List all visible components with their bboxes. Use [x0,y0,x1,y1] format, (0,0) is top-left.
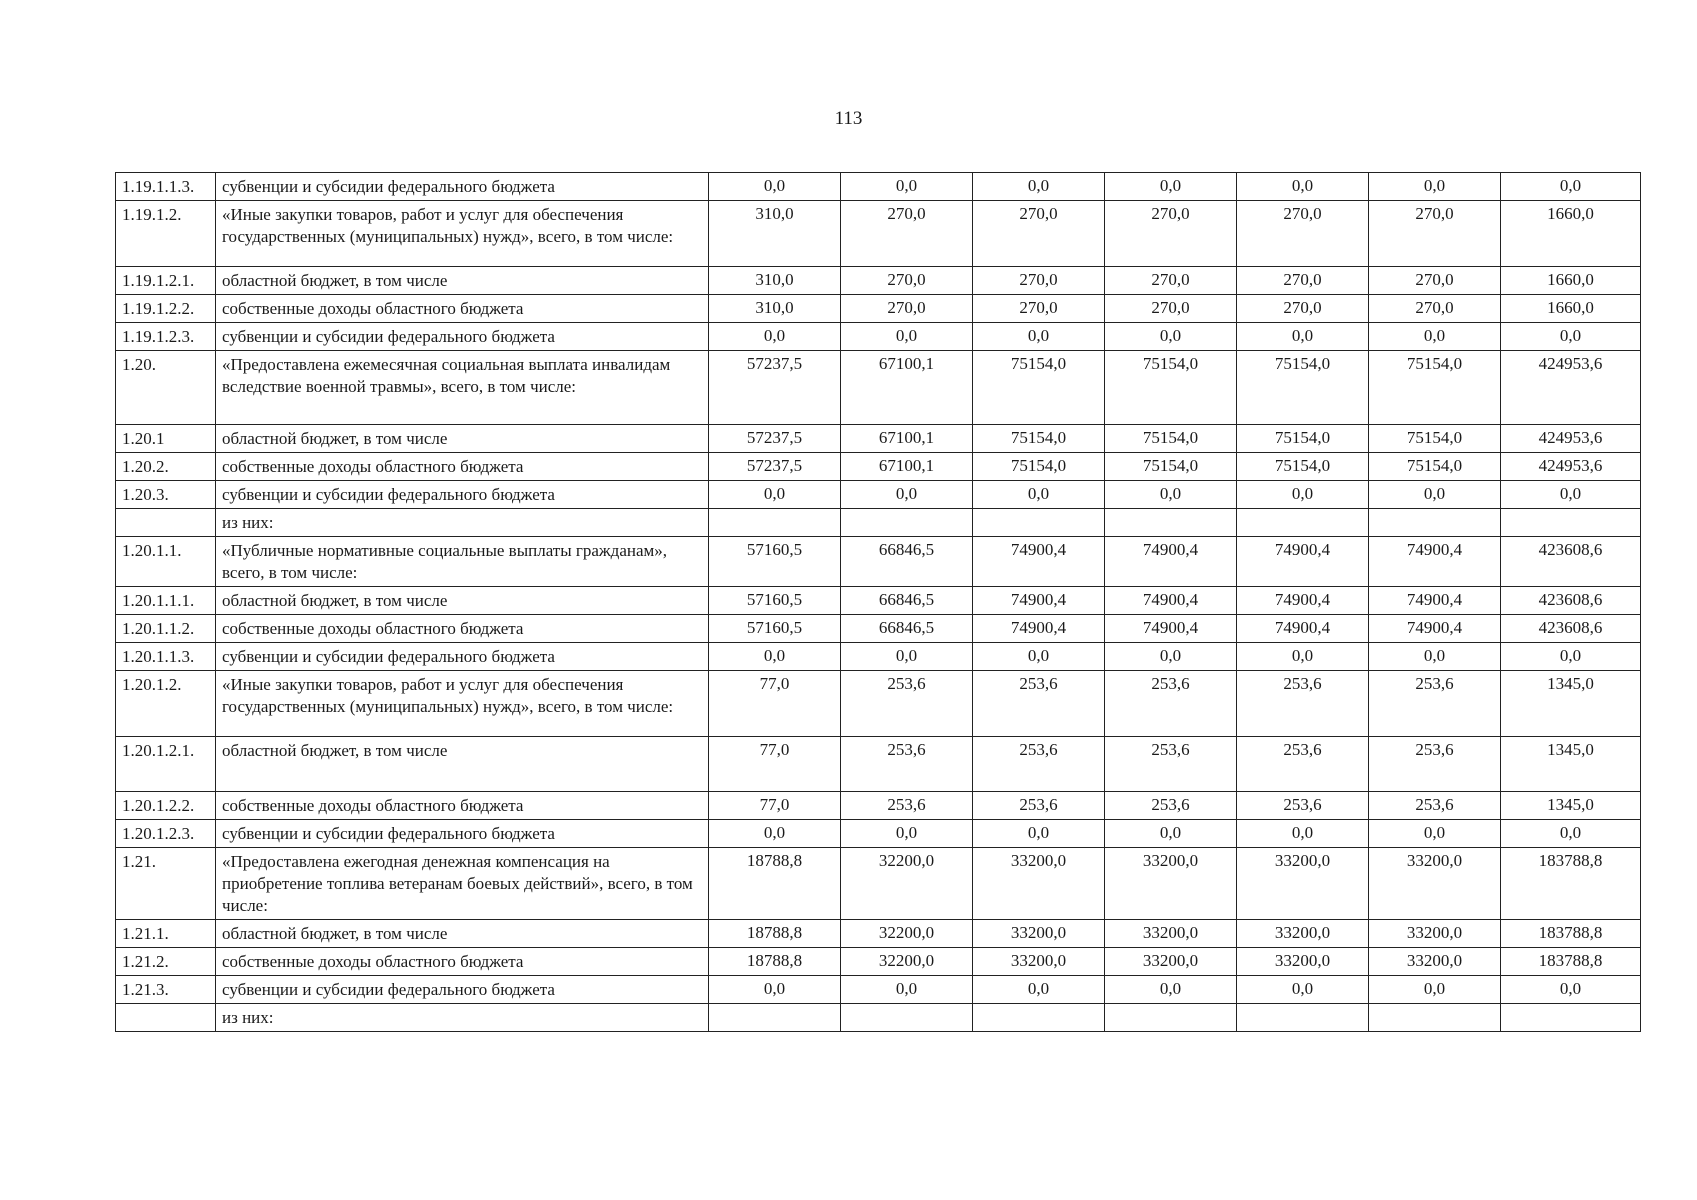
row-name: субвенции и субсидии федерального бюджета [216,976,709,1004]
row-value: 0,0 [1501,323,1641,351]
row-value: 423608,6 [1501,537,1641,587]
row-code: 1.20.1.1.2. [116,615,216,643]
row-value: 18788,8 [709,848,841,920]
row-value: 0,0 [1501,481,1641,509]
row-value: 0,0 [841,323,973,351]
row-value: 253,6 [1105,792,1237,820]
row-value: 1660,0 [1501,267,1641,295]
row-value: 253,6 [841,737,973,792]
row-value: 32200,0 [841,920,973,948]
row-value [841,509,973,537]
row-value: 33200,0 [1105,848,1237,920]
table-row [116,948,1641,976]
row-value: 0,0 [1105,173,1237,201]
row-value: 253,6 [1105,737,1237,792]
row-value: 75154,0 [1105,453,1237,481]
row-value: 423608,6 [1501,615,1641,643]
row-value: 0,0 [973,643,1105,671]
row-value: 0,0 [1501,643,1641,671]
row-value: 0,0 [1105,820,1237,848]
row-value: 253,6 [973,792,1105,820]
row-value: 33200,0 [973,848,1105,920]
row-name: из них: [216,509,709,537]
row-value: 253,6 [1369,737,1501,792]
row-code: 1.20.1.2. [116,671,216,737]
row-value: 67100,1 [841,425,973,453]
row-value: 0,0 [973,323,1105,351]
row-value: 74900,4 [973,587,1105,615]
row-value: 75154,0 [1237,425,1369,453]
row-value: 0,0 [1369,976,1501,1004]
row-value: 0,0 [1237,976,1369,1004]
row-value: 33200,0 [1369,848,1501,920]
row-value: 424953,6 [1501,351,1641,425]
row-value: 183788,8 [1501,948,1641,976]
row-value: 183788,8 [1501,848,1641,920]
row-name: субвенции и субсидии федерального бюджета [216,643,709,671]
row-code: 1.19.1.2. [116,201,216,267]
row-name: собственные доходы областного бюджета [216,792,709,820]
row-code [116,509,216,537]
row-value: 424953,6 [1501,453,1641,481]
table-row [116,820,1641,848]
row-value: 1345,0 [1501,792,1641,820]
table-row [116,295,1641,323]
row-value: 253,6 [1369,792,1501,820]
row-value: 253,6 [1369,671,1501,737]
row-value [1105,509,1237,537]
row-value: 33200,0 [1237,920,1369,948]
row-value: 1660,0 [1501,201,1641,267]
row-value: 74900,4 [1237,615,1369,643]
row-name: «Иные закупки товаров, работ и услуг для обеспечения государственных (муниципальных) нужд», всего, в том числе: [216,201,709,267]
row-value: 270,0 [841,295,973,323]
row-value: 75154,0 [1369,351,1501,425]
row-value: 66846,5 [841,587,973,615]
row-name: «Публичные нормативные социальные выплаты гражданам», всего, в том числе: [216,537,709,587]
row-value: 75154,0 [1237,351,1369,425]
row-value [709,1004,841,1032]
row-name: субвенции и субсидии федерального бюджета [216,820,709,848]
row-name: областной бюджет, в том числе [216,587,709,615]
row-value: 0,0 [709,643,841,671]
row-value: 75154,0 [1369,425,1501,453]
row-value: 57237,5 [709,425,841,453]
row-value: 0,0 [841,173,973,201]
row-value: 270,0 [1369,267,1501,295]
row-value: 0,0 [1105,481,1237,509]
row-value: 74900,4 [973,537,1105,587]
table-row [116,509,1641,537]
row-value: 0,0 [1369,481,1501,509]
row-value: 57237,5 [709,453,841,481]
row-value: 67100,1 [841,453,973,481]
row-value: 18788,8 [709,920,841,948]
row-code: 1.21.2. [116,948,216,976]
row-value: 33200,0 [973,920,1105,948]
row-value: 74900,4 [1105,537,1237,587]
row-name: собственные доходы областного бюджета [216,453,709,481]
row-value: 253,6 [1105,671,1237,737]
row-value: 0,0 [1237,643,1369,671]
row-value: 0,0 [1369,323,1501,351]
row-name: субвенции и субсидии федерального бюджета [216,481,709,509]
table-row [116,976,1641,1004]
row-value: 0,0 [709,976,841,1004]
row-value: 270,0 [973,201,1105,267]
row-value: 77,0 [709,671,841,737]
row-value [973,1004,1105,1032]
row-value [973,509,1105,537]
row-code: 1.20.1.2.3. [116,820,216,848]
table-row [116,587,1641,615]
row-value: 74900,4 [973,615,1105,643]
row-value: 270,0 [1105,267,1237,295]
table-body [116,173,1641,1032]
table-row [116,1004,1641,1032]
row-code: 1.19.1.2.2. [116,295,216,323]
row-value [1237,509,1369,537]
row-value: 1345,0 [1501,737,1641,792]
row-code: 1.20.1.1.1. [116,587,216,615]
row-code: 1.20. [116,351,216,425]
table-row [116,173,1641,201]
row-value: 74900,4 [1237,587,1369,615]
row-value: 74900,4 [1105,587,1237,615]
row-value: 0,0 [1501,820,1641,848]
row-value: 183788,8 [1501,920,1641,948]
row-value: 66846,5 [841,615,973,643]
row-code: 1.21. [116,848,216,920]
row-value: 270,0 [973,295,1105,323]
row-name: «Предоставлена ежегодная денежная компенсация на приобретение топлива ветеранам боевых действий», всего, в том числе: [216,848,709,920]
row-value: 270,0 [1237,267,1369,295]
table-row [116,481,1641,509]
row-value: 33200,0 [1237,848,1369,920]
row-value: 270,0 [1105,295,1237,323]
row-value [1369,509,1501,537]
row-value: 33200,0 [1105,948,1237,976]
row-value: 57160,5 [709,615,841,643]
row-value: 0,0 [1237,173,1369,201]
table-row [116,323,1641,351]
row-name: «Иные закупки товаров, работ и услуг для обеспечения государственных (муниципальных) нужд», всего, в том числе: [216,671,709,737]
row-value: 57237,5 [709,351,841,425]
row-value [1105,1004,1237,1032]
row-value: 0,0 [973,820,1105,848]
row-value: 0,0 [1369,643,1501,671]
row-name: из них: [216,1004,709,1032]
table-row [116,615,1641,643]
row-value [841,1004,973,1032]
row-code: 1.20.1.2.2. [116,792,216,820]
row-value: 0,0 [709,820,841,848]
row-value: 0,0 [973,173,1105,201]
row-value: 67100,1 [841,351,973,425]
budget-table [115,172,1641,1032]
row-value: 310,0 [709,201,841,267]
row-value: 270,0 [841,201,973,267]
row-code: 1.19.1.1.3. [116,173,216,201]
row-value: 75154,0 [1105,351,1237,425]
table-row [116,351,1641,425]
row-value [1501,1004,1641,1032]
row-value: 74900,4 [1369,537,1501,587]
row-value: 33200,0 [1369,948,1501,976]
row-value: 77,0 [709,792,841,820]
row-value: 0,0 [841,643,973,671]
row-value: 75154,0 [1369,453,1501,481]
row-value: 1345,0 [1501,671,1641,737]
row-name: субвенции и субсидии федерального бюджета [216,173,709,201]
table-row [116,453,1641,481]
row-value: 253,6 [1237,671,1369,737]
row-name: собственные доходы областного бюджета [216,615,709,643]
row-value: 270,0 [1237,201,1369,267]
row-value: 33200,0 [1105,920,1237,948]
row-value: 75154,0 [1105,425,1237,453]
table-row [116,201,1641,267]
row-name: «Предоставлена ежемесячная социальная выплата инвалидам вследствие военной травмы», всего, в том числе: [216,351,709,425]
row-code: 1.20.1.1.3. [116,643,216,671]
row-value: 75154,0 [973,351,1105,425]
row-value: 33200,0 [1237,948,1369,976]
row-value: 253,6 [973,737,1105,792]
row-value: 310,0 [709,295,841,323]
row-value: 0,0 [1501,976,1641,1004]
row-value: 270,0 [1369,201,1501,267]
row-code: 1.20.3. [116,481,216,509]
row-value: 33200,0 [1369,920,1501,948]
row-value: 75154,0 [973,425,1105,453]
row-value: 66846,5 [841,537,973,587]
row-code: 1.20.1.2.1. [116,737,216,792]
row-value: 270,0 [1105,201,1237,267]
table-row [116,792,1641,820]
row-value: 253,6 [1237,792,1369,820]
row-value: 253,6 [841,792,973,820]
row-value: 0,0 [973,481,1105,509]
row-name: областной бюджет, в том числе [216,425,709,453]
row-value: 0,0 [1369,820,1501,848]
row-code: 1.19.1.2.1. [116,267,216,295]
row-code: 1.21.1. [116,920,216,948]
row-value: 0,0 [973,976,1105,1004]
row-value: 0,0 [1105,643,1237,671]
row-value: 424953,6 [1501,425,1641,453]
row-name: субвенции и субсидии федерального бюджета [216,323,709,351]
row-name: областной бюджет, в том числе [216,267,709,295]
row-value: 253,6 [973,671,1105,737]
row-code [116,1004,216,1032]
row-value: 270,0 [1237,295,1369,323]
row-value: 18788,8 [709,948,841,976]
row-value: 0,0 [709,481,841,509]
table-row [116,671,1641,737]
row-value: 0,0 [709,173,841,201]
row-code: 1.20.2. [116,453,216,481]
row-value: 32200,0 [841,948,973,976]
row-value: 74900,4 [1237,537,1369,587]
row-code: 1.19.1.2.3. [116,323,216,351]
row-value: 74900,4 [1369,587,1501,615]
table-row [116,643,1641,671]
row-name: областной бюджет, в том числе [216,737,709,792]
row-value: 74900,4 [1369,615,1501,643]
row-value: 270,0 [1369,295,1501,323]
table-row [116,537,1641,587]
row-code: 1.21.3. [116,976,216,1004]
row-code: 1.20.1.1. [116,537,216,587]
row-value: 0,0 [841,481,973,509]
row-value: 74900,4 [1105,615,1237,643]
row-value [1237,1004,1369,1032]
row-value: 77,0 [709,737,841,792]
row-value: 57160,5 [709,537,841,587]
row-value: 0,0 [1237,820,1369,848]
row-value: 32200,0 [841,848,973,920]
row-value: 75154,0 [973,453,1105,481]
table-row [116,920,1641,948]
row-value: 33200,0 [973,948,1105,976]
row-value: 57160,5 [709,587,841,615]
row-value: 0,0 [1237,481,1369,509]
row-value: 0,0 [1105,323,1237,351]
row-code: 1.20.1 [116,425,216,453]
row-value: 0,0 [841,976,973,1004]
table-row [116,425,1641,453]
row-value [1369,1004,1501,1032]
table-row [116,737,1641,792]
row-value: 270,0 [973,267,1105,295]
row-name: областной бюджет, в том числе [216,920,709,948]
row-value: 423608,6 [1501,587,1641,615]
row-value [1501,509,1641,537]
row-value: 0,0 [1369,173,1501,201]
row-name: собственные доходы областного бюджета [216,948,709,976]
table-row [116,848,1641,920]
row-value: 310,0 [709,267,841,295]
row-value: 0,0 [841,820,973,848]
row-value: 270,0 [841,267,973,295]
table-row [116,267,1641,295]
row-value: 253,6 [1237,737,1369,792]
row-value: 0,0 [709,323,841,351]
row-value: 0,0 [1105,976,1237,1004]
row-value [709,509,841,537]
row-value: 75154,0 [1237,453,1369,481]
row-value: 0,0 [1237,323,1369,351]
row-value: 1660,0 [1501,295,1641,323]
row-value: 0,0 [1501,173,1641,201]
row-name: собственные доходы областного бюджета [216,295,709,323]
row-value: 253,6 [841,671,973,737]
page-number: 113 [834,108,863,129]
